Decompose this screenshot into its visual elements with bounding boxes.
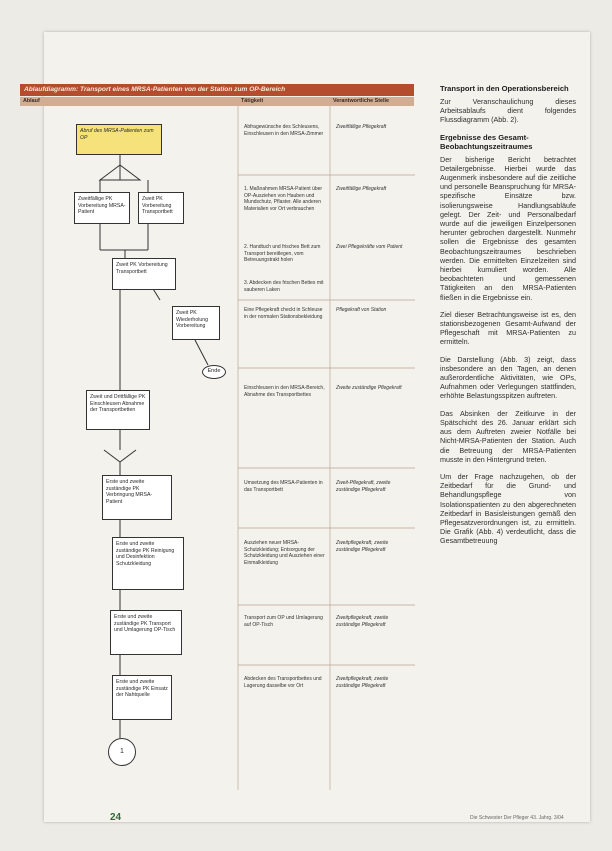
- responsibility-text: Zweite zuständige Pflegekraft: [336, 385, 402, 391]
- paragraph: Ziel dieser Betrachtungsweise ist es, den stationsbezogenen Gesamt-Aufwand der Pflegeschaft mit MRSA-Patienten zu ermitteln.: [440, 309, 576, 347]
- activity-text: Eine Pflegekraft checkt in Schleuse in der normalen Stationsbekleidung: [244, 307, 323, 320]
- activity-text: 3. Abdecken des frischen Bettes mit sauberen Laken: [244, 280, 324, 293]
- flow-connector-circle: 1: [108, 738, 136, 766]
- activity-text: Abfragewünsche des Schleusens, Einschleusen in den MRSA-Zimmer: [244, 124, 324, 137]
- column-header-taetigkeit: Tätigkeit: [238, 97, 330, 106]
- figure-title-bar: Ablaufdiagramm: Transport eines MRSA-Patienten von der Station zum OP-Bereich: [20, 84, 414, 96]
- flow-box-patient-prep: Zweitfällige PK Vorbereitung MRSA-Patient: [74, 192, 130, 224]
- flow-box-bed-prep: Zweit PK Vorbereitung Transportbett: [138, 192, 184, 224]
- journal-footer: Die Schwester Der Pfleger 43. Jahrg. 3/04: [470, 815, 564, 821]
- responsibility-text: Zweitpflegekraft, zweite zuständige Pflegekraft: [336, 615, 389, 628]
- flow-start-box: Abruf des MRSA-Patienten zum OP: [76, 124, 162, 155]
- responsibility-text: Pflegekraft von Station: [336, 307, 387, 313]
- activity-text: Abdecken des Transportbettes und Lagerung dasselbe vor Ort: [244, 676, 322, 689]
- section-heading: Transport in den Operationsbereich: [440, 84, 569, 93]
- paragraph: Der bisherige Bericht betrachtet Detailergebnisse. Hierbei wurde das Augenmerk insbesondere auf die zeitliche und personelle Beanspruchung für MRSA-spezifische Einsätze bzw. isolierungsweise Handlungsabläufe gelegt. Der Zeit- und Personalbedarf wurde auf die jeweiligen Einzelpersonen herunter gebrochen dargestellt. Nunmehr sollen die Ergebnisse des gesamten Beobachtungszeitraumes beschrieben werden. Die ermittelten Einzelzeiten sind hierbei kumuliert worden. Alle beobachteten und gemessenen Tätigkeiten an den MRSA-Patienten fließen in die Ergebnisse ein.: [440, 154, 576, 302]
- article-column: [440, 84, 576, 554]
- flow-box-patient-move: Erste und zweite zuständige PK Verbringung MRSA-Patient: [102, 475, 172, 520]
- flow-box-final: Erste und zweite zuständige PK Einsatz der Nahtquelle: [112, 675, 172, 720]
- flow-box-transport-bed: Zweit PK Vorbereitung Transportbett: [112, 258, 176, 290]
- paragraph: Zur Veranschaulichung dieses Arbeitsablaufs dient folgendes Flussdiagramm (Abb. 2).: [440, 97, 576, 125]
- responsibility-text: Zwei Pflegekräfte vom Patient: [336, 244, 403, 250]
- paragraph: Das Absinken der Zeitkurve in der Spätschicht des 26. Januar erklärt sich aus dem Auftreten zweier Notfälle bei Nicht-MRSA-Patienten der Station. Auch die Betreuung der MRSA-Patienten musste in den Hintergrund treten.: [440, 408, 576, 464]
- paragraph: Die Darstellung (Abb. 3) zeigt, dass insbesondere an den Tagen, an denen außerordentliche Aktivitäten, wie OPs, Aufnahmen oder Verlegungen stattfinden, erhöhte Belastungsspitzen auftreten.: [440, 354, 576, 401]
- paragraph: Um der Frage nachzugehen, ob der Zeitbedarf für die Grund- und Behandlungspflege von Isolationspatienten zu den abgerechneten Zeitbedarf in Basisleistungen gemäß den Pflegesatzverordnungen ist, zu ermitteln. Die Grafik (Abb. 4) verdeutlicht, dass die Gesamtbetreuung: [440, 471, 576, 546]
- activity-text: Umsetzung des MRSA-Patienten in das Transportbett: [244, 480, 323, 493]
- flow-end-terminal: Ende: [202, 365, 226, 379]
- section-heading: Ergebnisse des Gesamt-Beobachtungszeitraumes: [440, 132, 533, 151]
- column-header-verantwortlich: Verantwortliche Stelle: [330, 97, 414, 106]
- page-number: 24: [110, 812, 122, 823]
- responsibility-text: Zweit-Pflegekraft, zweite zuständige Pflegekraft: [336, 480, 391, 493]
- responsibility-text: Zweitpflegekraft, zweite zuständige Pflegekraft: [336, 540, 389, 553]
- flow-box-disinfection: Erste und zweite zuständige PK Reinigung und Desinfektion Schutzkleidung: [112, 537, 184, 590]
- activity-text: Ausziehen neuer MRSA-Schutzkleidung; Entsorgung der Schutzkleidung und Ausziehen einer Einmalkleidung: [244, 540, 325, 566]
- flow-box-repeat: Zweit PK Wiederholung Vorbereitung: [172, 306, 220, 340]
- activity-text: Transport zum OP und Umlagerung auf OP-Tisch: [244, 615, 323, 628]
- responsibility-text: Zweitpflegekraft, zweite zuständige Pflegekraft: [336, 676, 389, 689]
- column-header-ablauf: Ablauf: [20, 97, 238, 106]
- responsibility-text: Zweitfällige Pflegekraft: [336, 186, 387, 192]
- flow-box-or-transport: Erste und zweite zuständige PK Transport und Umlagerung OP-Tisch: [110, 610, 182, 655]
- responsibility-text: Zweitfällige Pflegekraft: [336, 124, 387, 130]
- activity-text: Einschleusen in den MRSA-Bereich, Abnahme des Transportbettes: [244, 385, 325, 398]
- activity-text: 1. Maßnahmen MRSA-Patient über OP-Ausziehen von Hauben und Mundschutz, Pflaster. Alle anderen Materialien vor Ort verbrauchen: [244, 186, 323, 212]
- flow-box-transfer: Zweit und Drittfällige PK Einschleusen Abnahme der Transportbetten: [86, 390, 150, 430]
- activity-text: 2. Handtuch und frisches Bett zum Transport bereitlegen, vom Betreuungstrakt holen: [244, 244, 321, 263]
